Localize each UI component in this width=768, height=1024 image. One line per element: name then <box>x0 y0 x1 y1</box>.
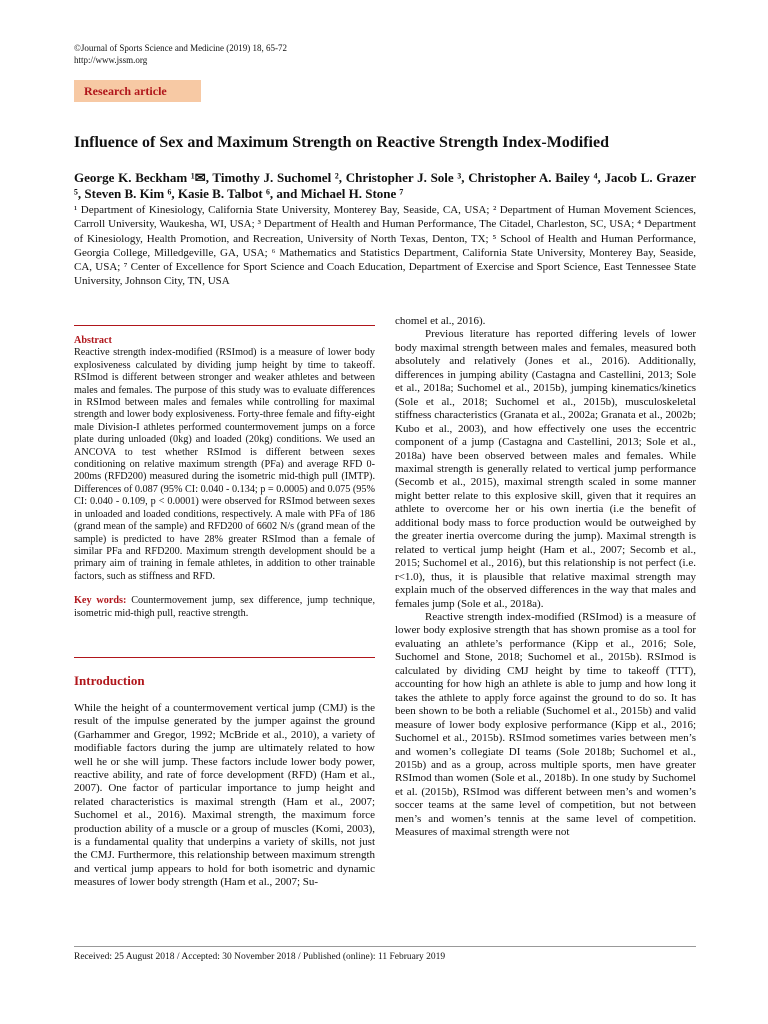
abstract-box <box>74 325 375 658</box>
right-column <box>395 315 696 840</box>
right-column-paragraph-1: Previous literature has reported differing levels of lower body maximal strength between males and females, measured both absolutely and relatively (Jones et al., 2016). Additionally, differences in jumping ability (Castagna and Castellini, 2013; Sole et al., 2018a; Suchomel et al., 2015b), jumping kinematics/kinetics (Sole et al., 2018; Suchomel et al., 2015b), musculoskeletal stiffness characteristics (Granata et al., 2002a; Granata et al., 2002b; Kubo et al., 2003), and how effectively one uses the eccentric component of a jump (Castagna and Castellini, 2013; Sole et al., 2018a) have been observed between males and females. While maximal strength is generally related to vertical jump performance (Secomb et al., 2015), maximal strength scaled in some manner might better relate to this explosive skill, given that it requires an athlete to overcome her or his own inertia (i.e the benefit of additional body mass to force production would be outweighed by the greater inertia overcome during the jump). Maximal strength is related to vertical jump height (Ham et al., 2007; Secomb et al., 2015; Suchomel et al., 2016), but this relationship is not perfect (i.e. r<1.0), thus, it is plausible that relative maximal strength may explain much of the observed differences in the way that males and females jump (Sole et al., 2018a). <box>395 328 696 610</box>
introduction-heading: Introduction <box>74 673 145 688</box>
affiliations: ¹ Department of Kinesiology, California State University, Monterey Bay, Seaside, CA, USA; ² Department of Human Movement Sciences, Carroll University, Waukesha, WI, USA; ³ Department of Health and Human Performance, The Citadel, Charleston, SC, USA; ⁴ Department of Kinesiology, Health Promotion, and Recreation, University of North Texas, Denton, TX; ⁵ School of Health and Human Performance, Georgia College, Milledgeville, GA, USA; ⁶ Mathematics and Statistics Department, California State University, Monterey Bay, Seaside, CA, USA; ⁷ Center of Excellence for Sport Science and Coach Education, Department of Exercise and Sport Science, East Tennessee State University, Johnson City, TN, USA <box>74 204 696 288</box>
author-list: George K. Beckham ¹✉, Timothy J. Suchomel ², Christopher J. Sole ³, Christopher A. Bailey ⁴, Jacob L. Grazer ⁵, Steven B. Kim ⁶, Kasie B. Talbot ⁶, and Michael H. Stone ⁷ <box>74 170 696 201</box>
journal-url[interactable]: http://www.jssm.org <box>74 55 148 65</box>
introduction-text <box>74 702 375 890</box>
keywords-text: Countermovement jump, sex difference, jump technique, isometric mid-thigh pull, reactive strength. <box>74 595 375 619</box>
journal-header <box>74 42 287 66</box>
keywords-label: Key words: <box>74 595 127 607</box>
article-type-badge: Research article <box>74 80 201 102</box>
article-title: Influence of Sex and Maximum Strength on Reactive Strength Index-Modified <box>74 134 609 151</box>
keywords <box>74 595 375 620</box>
abstract-heading: Abstract <box>74 335 112 346</box>
abstract-body: Reactive strength index-modified (RSImod) is a measure of lower body explosiveness calculated by dividing jump height by time to takeoff. RSImod is different between stronger and weaker athletes and between males and females. The purpose of this study was to evaluate differences in RSImod between males and females while controlling for maximal strength and lower body explosiveness. Forty-three female and fifty-eight male Division-I athletes performed countermovement jumps on a force plate during unloaded (0kg) and loaded (20kg) conditions. We used an ANCOVA to test whether RSImod is different between sexes conditioning on relative maximum strength (PFa) and average RFD 0-200ms (RFD200) measured during the isometric mid-thigh pull (IMTP). Differences of 0.087 (95% CI: 0.040 - 0.134; p = 0.0005) and 0.075 (95% CI: 0.040 - 0.109, p < 0.0001) were observed for RSImod between sexes in unloaded and loaded conditions, respectively. A male with PFa of 186 (grand mean of the sample) and RFD200 of 6602 N/s (grand mean of the sample) is predicted to have 28% greater RSImod than a female of similar PFa and RFD200. Maximum strength development should be a primary aim of training in female athletes, in addition to other trainable factors, such as stiffness and RFD. <box>74 347 375 582</box>
footer-divider <box>74 946 696 947</box>
footer-dates: Received: 25 August 2018 / Accepted: 30 November 2018 / Published (online): 11 February 2019 <box>74 952 446 962</box>
right-column-paragraph-2: Reactive strength index-modified (RSImod) is a measure of lower body explosive strength that has shown promise as a tool for evaluating an athlete’s performance (Kipp et al., 2016; Sole, Suchomel and Stone, 2018; Suchomel et al., 2015b). RSImod is calculated by dividing CMJ height by time to takeoff (TTT), accounting for how high an athlete is able to jump and how long it takes the athlete to apply force against the ground to do so. It has been shown to be both a reliable (Suchomel et al., 2015b) and valid measure of lower body explosive performance (Kipp et al., 2016; Suchomel et al., 2015b). RSImod sometimes varies between men’s and women’s collegiate DI teams (Sole 2018b; Suchomel et al., 2015b) and as a group, across multiple sports, men have greater RSImod than women (Sole et al., 2018b). In one study by Suchomel et al. (2015b), RSImod was different between men’s and women’s soccer teams at the same level of competition, but not between men’s and women’s tennis at the same level of competition. Measures of maximal strength were not <box>395 610 696 839</box>
journal-citation: ©Journal of Sports Science and Medicine (2019) 18, 65-72 <box>74 43 288 53</box>
introduction-paragraph: While the height of a countermovement vertical jump (CMJ) is the result of the impulse generated by the jumper against the ground (Garhammer and Gregor, 1992; McBride et al., 2010), a variety of modifiable factors during the jump are ultimately related to how well he or she will jump. These factors include lower body power, reactive ability, and rate of force development (RFD) (Ham et al., 2007). One factor of particular importance to jump height and related characteristics is maximal strength (Ham et al., 2007; Suchomel et al., 2016). Maximal strength, the maximum force production ability of a muscle or a group of muscles (Komi, 2003), is a fundamental quality that underpins a variety of skills, not just the CMJ. Furthermore, this relationship between maximum strength and vertical jump appears to hold for both isometric and dynamic measures of lower body strength (Ham et al., 2007; Su- <box>74 702 375 889</box>
right-column-continuation: chomel et al., 2016). <box>395 315 486 327</box>
